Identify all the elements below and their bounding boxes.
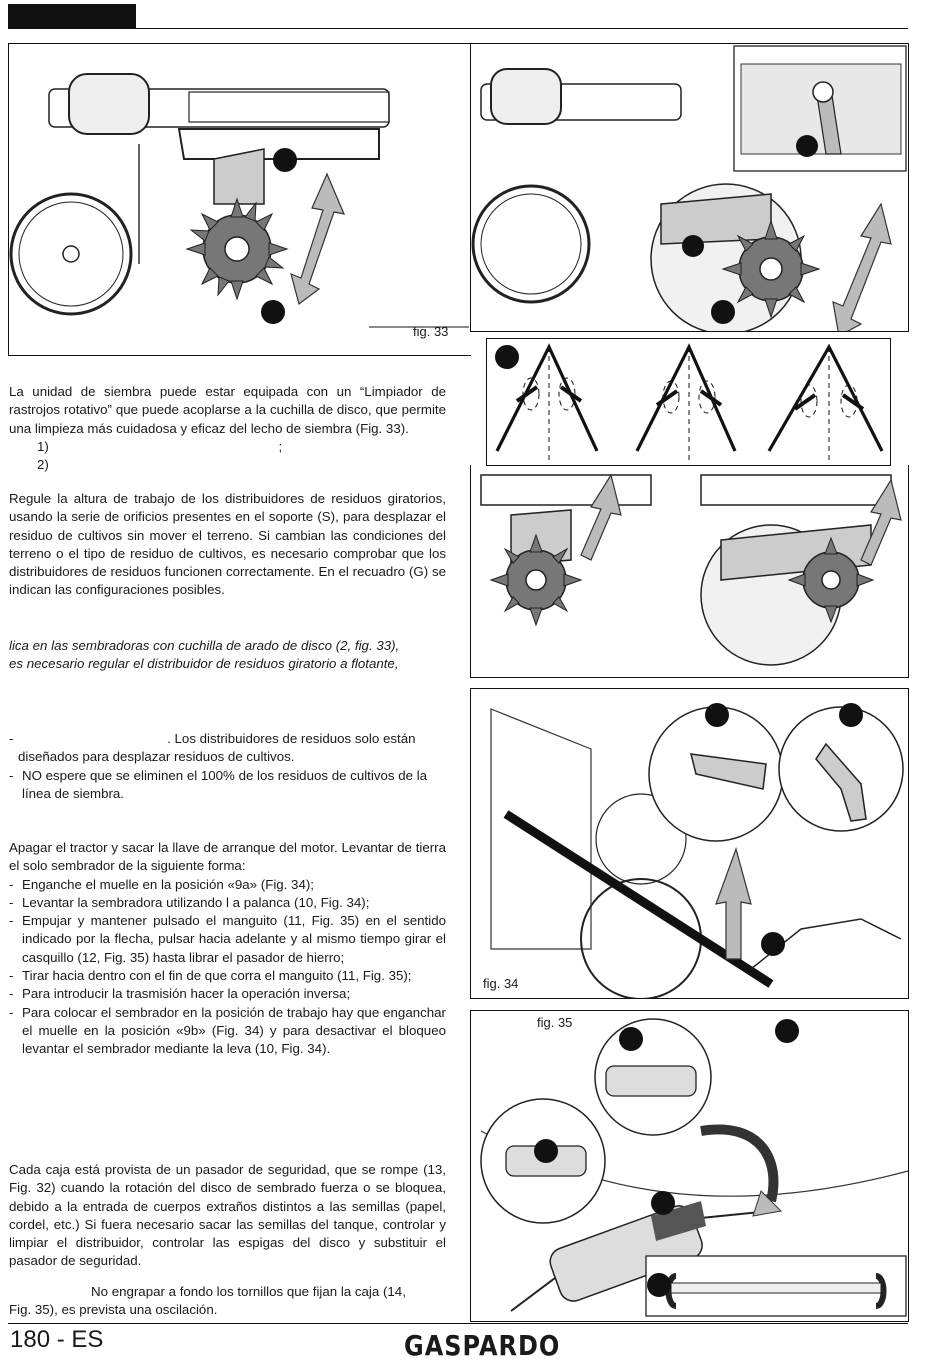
warning-item-2 [9,767,446,804]
callout-12 [534,1139,558,1163]
callout-9a [705,703,729,727]
lift-step-text: Levantar la sembradora utilizando l a palanca (10, Fig. 34); [22,894,370,910]
warning-dash-2: - [9,767,14,783]
step-dash: - [9,913,14,929]
adjust-paragraph: Regule la altura de trabajo de los distribuidores de residuos giratorios, usando la serie de orificios presentes en el soporte (S), para desplazar el residuo de cultivos sin mover el terreno. Si cambian las condiciones del terreno o el tipo de residuo de cultivos, es necesario comprobar que los distribuidores de residuos funcionen correctamente. En el recuadro (G) se indican las configuraciones posibles. [9,491,446,598]
callout-3 [796,135,818,157]
brand-logo: GASPARDO [404,1329,561,1363]
header-block [8,4,136,28]
safety-note-line2: Fig. 35), es prevista una oscilación. [9,1302,218,1318]
note-italic-line2: es necesario regular el distribuidor de residuos giratorio a flotante, [9,656,399,672]
settings-diagram [487,339,890,465]
intro-paragraph: La unidad de siembra puede estar equipada con un “Limpiador de rastrojos rotativo” que puede acoplarse a la cuchilla de disco, que permite una limpieza más cuidadosa y eficaz del lecho de siembra (Fig. 33). [9,384,446,436]
step-dash: - [9,986,14,1002]
lift-intro: Apagar el tractor y sacar la llave de arranque del motor. Levantar de tierra el solo sembrador de la siguiente forma: [9,840,446,874]
lift-step-text: Para colocar el sembrador en la posición de trabajo hay que enganchar el muelle en la posición «9b» (Fig. 34) y para desactivar el bloqueo levantar el sembrador mediante la leva (10, Fig. 34). [22,1004,446,1057]
settings-inset-g [486,338,891,466]
lift-procedure [9,839,446,1059]
lift-step [9,876,446,894]
warning-item-1-cont: diseñados para desplazar residuos de cultivos. [18,749,295,765]
callout-5 [711,300,735,324]
fig33-left-frame [8,43,471,356]
callout-10 [761,932,785,956]
lift-step [9,967,446,985]
fig35-frame [470,1010,909,1322]
fig34-drawing [471,689,908,998]
star-wheel-icon [187,199,287,299]
warning-item-1-start: . Los distribuidores de residuos solo están [167,731,416,746]
callout-15 [647,1273,671,1297]
callout-1 [273,148,297,172]
page-number: 180 - ES [10,1326,104,1353]
lift-step-text: Empujar y mantener pulsado el manguito (11, Fig. 35) en el sentido indicado por la flecha, pulsar hacia adelante y al mismo tiempo girar el casquillo (12, Fig. 35) hasta librar el pasador de hierro; [22,913,446,965]
warning-item-1 [9,730,446,748]
intro-item-2-num: 2) [37,457,49,473]
step-dash: - [9,876,14,892]
callout-14 [775,1019,799,1043]
fig33-lower-drawing [471,465,908,677]
warning-list [9,730,446,803]
step-dash: - [9,894,14,910]
lift-step [9,985,446,1003]
note-italic-line1: lica en las sembradoras con cuchilla de arado de disco (2, fig. 33), [9,638,400,653]
fig35-drawing [471,1011,908,1321]
fig33-caption: fig. 33 [413,324,449,339]
callout-13 [651,1191,675,1215]
lift-step [9,912,446,967]
fig33-right-drawing [471,44,908,331]
warning-item-2-text: NO espere que se eliminen el 100% de los residuos de cultivos de la línea de siembra. [22,767,428,801]
callout-11 [619,1027,643,1051]
footer-rule [8,1323,908,1324]
fig33-lower-frame [470,465,909,678]
lift-step-text: Enganche el muelle en la posición «9a» (Fig. 34); [22,876,314,892]
lift-step-text: Tirar hacia dentro con el fin de que corra el manguito (11, Fig. 35); [22,968,412,984]
intro-item-2 [9,456,446,474]
lift-step-text: Para introducir la trasmisión hacer la operación inversa; [22,986,351,1002]
callout-g [495,345,519,369]
intro-item-1-sep: ; [278,438,283,454]
fig33-left-drawing [9,44,471,355]
warning-dash-1: - [9,731,14,746]
safety-note [9,1283,446,1320]
fig33-right-frame [470,43,909,332]
fig35-caption: fig. 35 [537,1015,573,1030]
intro-item-1-num: 1) [37,438,49,454]
section-intro [9,383,446,474]
fig34-caption: fig. 34 [483,976,519,991]
lift-step [9,894,446,912]
note-italic [9,637,449,674]
callout-4 [682,235,704,257]
fig34-frame [470,688,909,999]
step-dash: - [9,1004,14,1020]
step-dash: - [9,968,14,984]
callout-2 [261,300,285,324]
callout-9b [839,703,863,727]
safety-pin-paragraph: Cada caja está provista de un pasador de seguridad, que se rompe (13, Fig. 32) cuando la rotación del disco de sembrado fuerza o se bloquea, debido a la entrada de cuerpos extraños distintos a las semillas (papel, cordel, etc.) Si fuera necesario sacar las semillas del tanque, controlar y limpiar el distribuidor, controlar las espigas del disco y substituir el pasador de seguridad. [9,1162,446,1269]
intro-item-1 [9,438,446,456]
header-rule [8,28,908,29]
adjust-arrow-icon [291,174,344,304]
lift-step [9,1004,446,1059]
safety-note-line1: No engrapar a fondo los tornillos que fijan la caja (14, [91,1284,406,1299]
